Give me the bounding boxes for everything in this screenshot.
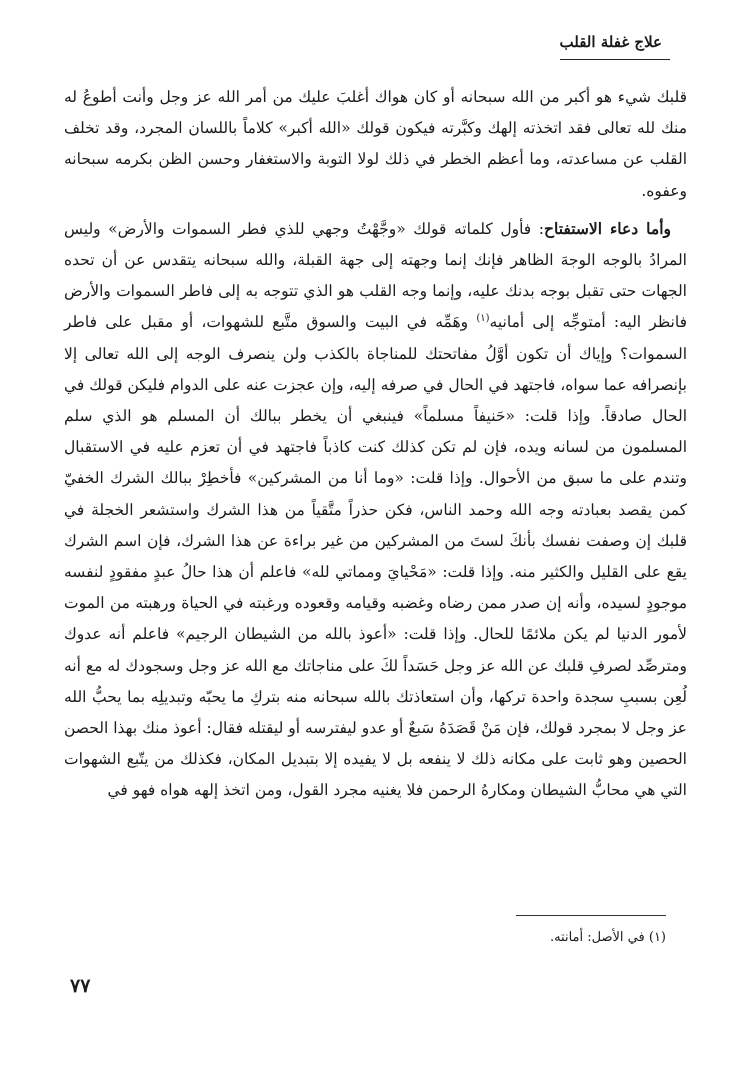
paragraph-1 xyxy=(64,82,687,207)
footnote-reference: (١) xyxy=(476,313,490,325)
paragraph-text-part-2: وهَمِّه في البيت والسوق متَّبع للشهوات، أو مقبل على فاطر السموات؟ وإياك أن تكون أوَّلُ مفاتحتك للمناجاة بالكذب ولن ينصرف الوجه إلى الله تعالى إلا بإنصرافه عما سواه، فاجتهد في الحال في صرفه إليه، وإن عجزت عنه على الدوام فليكن قولك في الحال صادقاً. وإذا قلت: «حَنيفاً مسلماً» فينبغي أن يخطر ببالك أن المسلم هو الذي سلم المسلمون من لسانه ويده، فإن لم تكن كذلك كنت كاذباً فاجتهد في أن تعزم عليه في الاستقبال وتندم على ما سبق من الأحوال. وإذا قلت: «وما أنا من المشركين» فأخطِرْ ببالك الشرك الخفيّ كمن يقصد بعبادته وجه الله وحمد الناس، فكن حذراً متَّقياً من هذا الشرك واستشعر الخجلة في قلبك إن وصفت نفسك بأنكَ لستَ من المشركين من غير براءة عن هذا الشرك، فإن اسم الشرك يقع على القليل والكثير منه. وإذا قلت: «مَحْيايَ ومماتي لله» فاعلم أن هذا حالُ عبدٍ مفقودٍ لنفسه موجودٍ لسيده، وأنه إن صدر ممن رضاه وغضبه وقيامه وقعوده ورغبته في الحياة ورهبته من الموت لأمور الدنيا لم يكن ملائمًا للحال. وإذا قلت: «أعوذ بالله من الشيطان الرجيم» فاعلم أنه عدوك ومترصِّد لصرفِ قلبك عن الله عز وجل حَسَداً لكَ على مناجاتك مع الله عز وجل وسجودك له مع أنه لُعِن بسببِ سجدة واحدة تركها، وأن استعاذتك بالله سبحانه منه بتركِ ما يحبّه وتبديلِه بما يحبُّ الله عز وجل لا بمجرد قولك، فإن مَنْ قَصَدَهُ سَبعٌ أو عدو ليفترسه أو ليقتله فقال: أعوذ منك بهذا الحصن الحصين وهو ثابت على مكانه ذلك لا ينفعه بل لا يفيده إلا بتبديل المكان، فكذلك من يتّبع الشهوات التي هي محابُّ الشيطان ومكارهُ الرحمن فلا يغنيه مجرد القول، ومن اتخذ إلهه هواه فهو في xyxy=(64,313,687,800)
footnote-separator xyxy=(516,915,666,916)
running-header-title: علاج غفلة القلب xyxy=(559,33,662,51)
paragraph-lead-heading: وأما دعاء الاستفتاح xyxy=(543,218,671,238)
header-rule xyxy=(560,59,670,60)
page-number: ٧٧ xyxy=(70,975,91,997)
main-text xyxy=(64,82,687,807)
paragraph-text-part-1: : فأول كلماته قولك «وجَّهْتُ وجهي للذي فطر السموات والأرض» وليس المرادُ بالوجه الوجهَ الظاهر فإنك إنما وجهته إلى جهة القبلة، والله سبحانه يتقدس عن أن تحده الجهات حتى تقبل بوجه بدنك عليه، وإنما وجه القلب هو الذي تتوجه به إلى فاطر السموات والأرض فانظر اليه: أمتوجِّه إلى أمانيه xyxy=(64,219,687,332)
paragraph-2 xyxy=(64,213,687,807)
paragraph-text: قلبك شيء هو أكبر من الله سبحانه أو كان هواك أغلبَ عليك من أمر الله عز وجل وأنت أطوعُ له منك لله تعالى فقد اتخذته إلهك وكبَّرته فيكون قولك «الله أكبر» كلاماً باللسان المجرد، وقد تخلف القلب عن مساعدته، وما أعظم الخطر في ذلك لولا التوبة والاستغفار وحسن الظن بكرمه سبحانه وعفوه. xyxy=(64,88,687,200)
footnote: (١) في الأصل: أمانته. xyxy=(549,930,666,945)
